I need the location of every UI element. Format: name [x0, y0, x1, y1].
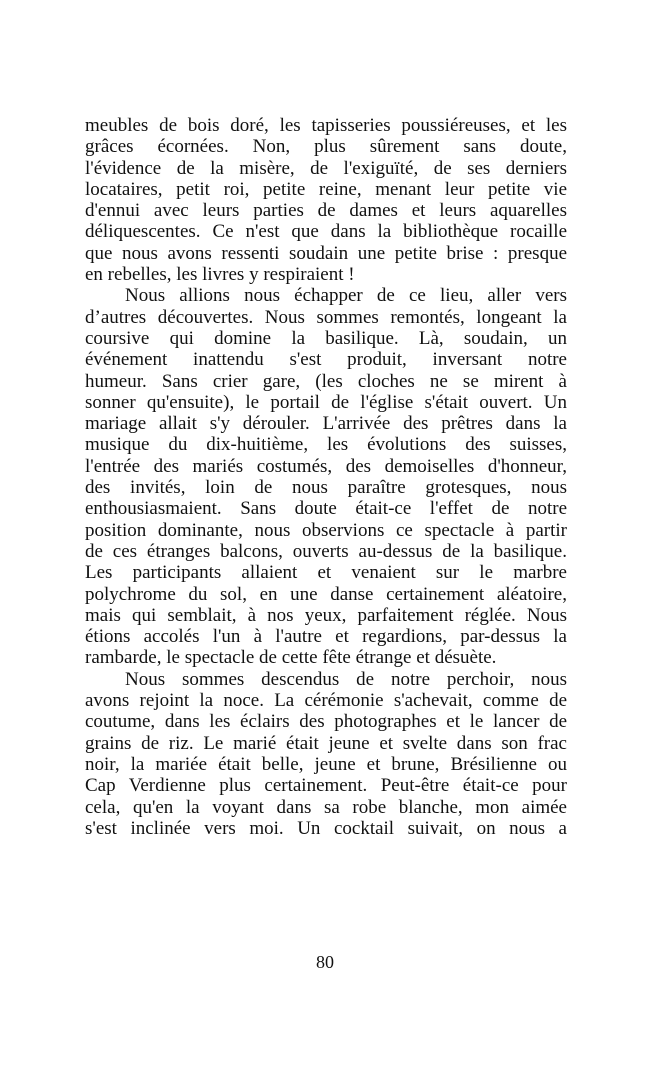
text-line: l'évidence de la misère, de l'exiguïté, de ses derniers [85, 157, 567, 179]
text-line: Nous sommes descendus de notre perchoir, nous [125, 668, 567, 690]
text-line: en rebelles, les livres y respiraient ! [85, 264, 355, 286]
text-line: polychrome du sol, en une danse certainement aléatoire, [85, 583, 567, 605]
text-line: Les participants allaient et venaient sur le marbre [85, 562, 567, 584]
text-line: l'entrée des mariés costumés, des demoiselles d'honneur, [85, 455, 567, 477]
text-line: des invités, loin de nous paraître grotesques, nous [85, 477, 567, 499]
text-line: noir, la mariée était belle, jeune et brune, Brésilienne ou [85, 753, 567, 775]
text-line: événement inattendu s'est produit, inversant notre [85, 349, 567, 371]
text-line: meubles de bois doré, les tapisseries poussiéreuses, et les [85, 115, 567, 136]
text-line: mais qui semblait, à nos yeux, parfaitement réglée. Nous [85, 604, 567, 626]
text-line: d’autres découvertes. Nous sommes remontés, longeant la [85, 306, 567, 328]
paragraph [85, 285, 567, 668]
text-line: musique du dix-huitième, les évolutions des suisses, [85, 434, 567, 456]
text-line: enthousiasmaient. Sans doute était-ce l'effet de notre [85, 498, 567, 520]
text-line: d'ennui avec leurs parties de dames et leurs aquarelles [85, 200, 567, 222]
paragraph [85, 115, 567, 285]
text-line: déliquescentes. Ce n'est que dans la bibliothèque rocaille [85, 221, 567, 243]
text-line: locataires, petit roi, petite reine, menant leur petite vie [85, 178, 567, 200]
text-line: avons rejoint la noce. La cérémonie s'achevait, comme de [85, 690, 567, 712]
body-text [85, 115, 567, 839]
text-line: sonner qu'ensuite), le portail de l'église s'était ouvert. Un [85, 391, 567, 413]
text-line: Nous allions nous échapper de ce lieu, aller vers [125, 285, 567, 307]
text-line: étions accolés l'un à l'autre et regardions, par-dessus la [85, 626, 567, 648]
text-line: grâces écornées. Non, plus sûrement sans doute, [85, 136, 567, 158]
paragraph [85, 669, 567, 839]
text-line: rambarde, le spectacle de cette fête étrange et désuète. [85, 647, 497, 669]
text-line: s'est inclinée vers moi. Un cocktail suivait, on nous a [85, 817, 567, 839]
text-line: coursive qui domine la basilique. Là, soudain, un [85, 327, 567, 349]
page-number: 80 [316, 952, 334, 972]
text-line: humeur. Sans crier gare, (les cloches ne se mirent à [85, 370, 567, 392]
text-line: de ces étranges balcons, ouverts au-dessus de la basilique. [85, 540, 567, 562]
text-line: Cap Verdienne plus certainement. Peut-être était-ce pour [85, 775, 567, 797]
text-line: grains de riz. Le marié était jeune et svelte dans son frac [85, 732, 567, 754]
text-line: cela, qu'en la voyant dans sa robe blanche, mon aimée [85, 796, 567, 818]
text-line: position dominante, nous observions ce spectacle à partir [85, 519, 567, 541]
text-line: mariage allait s'y dérouler. L'arrivée des prêtres dans la [85, 413, 567, 435]
text-line: que nous avons ressenti soudain une petite brise : presque [85, 242, 567, 264]
text-line: coutume, dans les éclairs des photographes et le lancer de [85, 711, 567, 733]
